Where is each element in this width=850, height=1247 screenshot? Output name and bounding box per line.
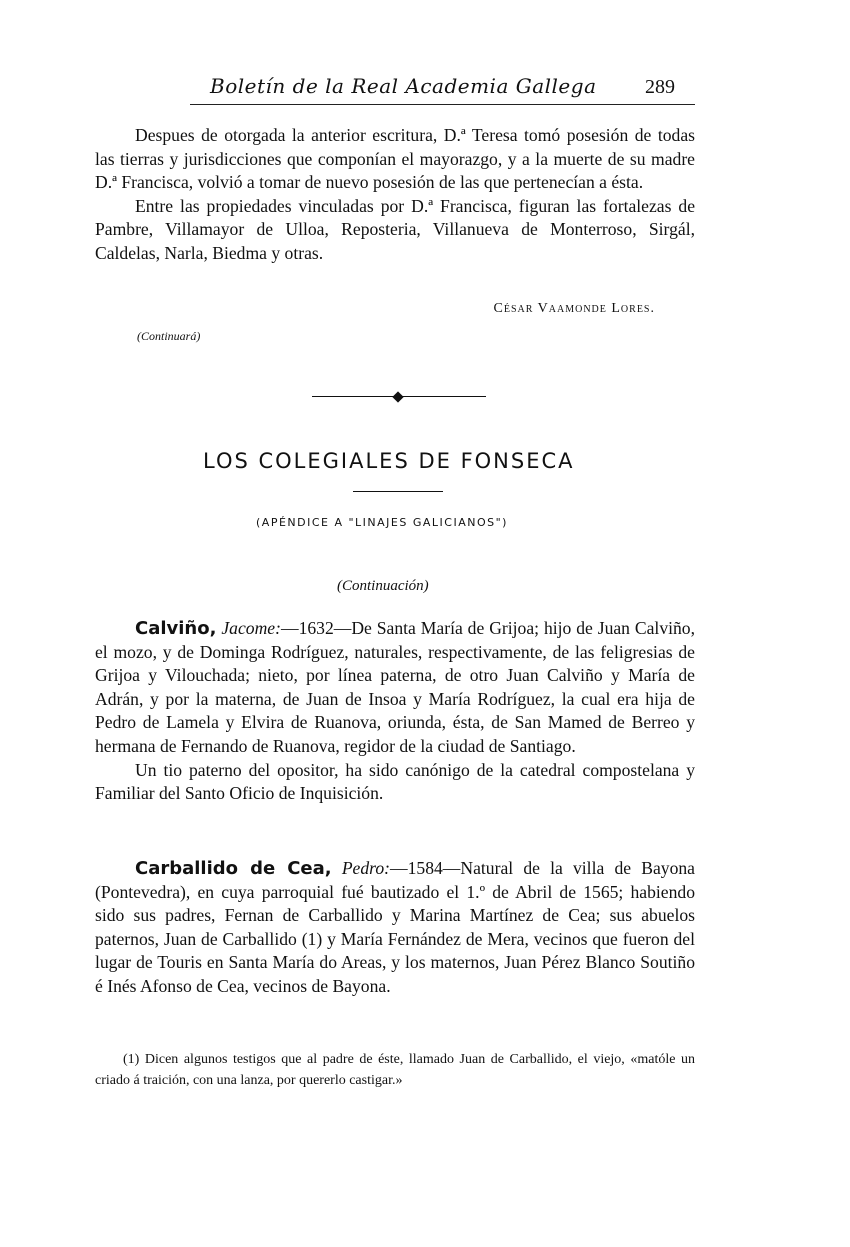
divider-ornament-icon: [392, 391, 403, 402]
running-title: Boletín de la Real Academia Gallega: [210, 74, 597, 98]
page-number: 289: [645, 76, 675, 98]
footnote: [95, 1049, 695, 1091]
section-subtitle: (APÉNDICE A "LINAJES GALICIANOS"): [256, 516, 508, 529]
entry-calvino-name: Calviño,: [135, 618, 217, 639]
continuation-note: (Continuación): [337, 578, 429, 594]
entry-calvino: [95, 617, 695, 806]
entry-calvino-p1: [95, 617, 695, 759]
entry-carballido-first-name: Pedro:: [341, 858, 391, 878]
entry-carballido-name: Carballido de Cea,: [135, 858, 332, 879]
paragraph-posesion: Despues de otorgada la anterior escritura, D.ª Teresa tomó posesión de todas las tierras y jurisdicciones que componían el mayorazgo, y a la muerte de su madre D.ª Francisca, volvió a tomar de nuevo posesión de las que pertenecían a ésta.: [95, 125, 695, 193]
entry-carballido: [95, 857, 695, 999]
section-title: LOS COLEGIALES DE FONSECA: [203, 449, 575, 473]
author-signature: César Vaamonde Lores.: [493, 301, 655, 316]
paragraph-propiedades: Entre las propiedades vinculadas por D.ª Francisca, figuran las fortalezas de Pambre, Villamayor de Ulloa, Reposteria, Villanueva de Monterroso, Sirgál, Caldelas, Narla, Biedma y otras.: [95, 195, 695, 263]
entry-carballido-p1: [95, 857, 695, 999]
entry-calvino-p2: Un tio paterno del opositor, ha sido canónigo de la catedral compostelana y Familiar del Santo Oficio de Inquisición.: [95, 759, 695, 804]
entry-calvino-first-name: Jacome:: [221, 618, 281, 638]
footnote-text: (1) Dicen algunos testigos que al padre de éste, llamado Juan de Carballido, el viejo, «matóle un criado á traición, con una lanza, por quererlo castigar.»: [95, 1052, 695, 1088]
previous-article-ending: [95, 124, 695, 266]
header-rule: [190, 104, 695, 105]
entry-calvino-text: —1632—De Santa María de Grijoa; hijo de Juan Calviño, el mozo, y de Dominga Rodríguez, naturales, respectivamente, de las feligresias de Grijoa y Vilouchada; nieto, por línea paterna, de otro Juan Calviño y María de Adrán, y por la materna, de Juan de Insoa y María Rodríguez, la cual era hija de Pedro de Lamela y Elvira de Ruanova, oriunda, ésta, de San Mamed de Berreo y hermana de Fernando de Ruanova, regidor de la ciudad de Santiago.: [95, 618, 696, 756]
title-rule: [353, 491, 443, 492]
entry-carballido-text: —1584—Natural de la villa de Bayona (Pontevedra), en cuya parroquial fué bautizado el 1.º de Abril de 1565; habiendo sido sus padres, Fernan de Carballido y Marina Martínez de Cea; sus abuelos paternos, Juan de Carballido (1) y María Fernández de Mera, vecinos que fueron del lugar de Touris en Santa María do Areas, y los maternos, Juan Pérez Blanco Soutiño é Inés Afonso de Cea, vecinos de Bayona.: [95, 858, 695, 996]
continues-note: (Continuará): [137, 329, 201, 343]
